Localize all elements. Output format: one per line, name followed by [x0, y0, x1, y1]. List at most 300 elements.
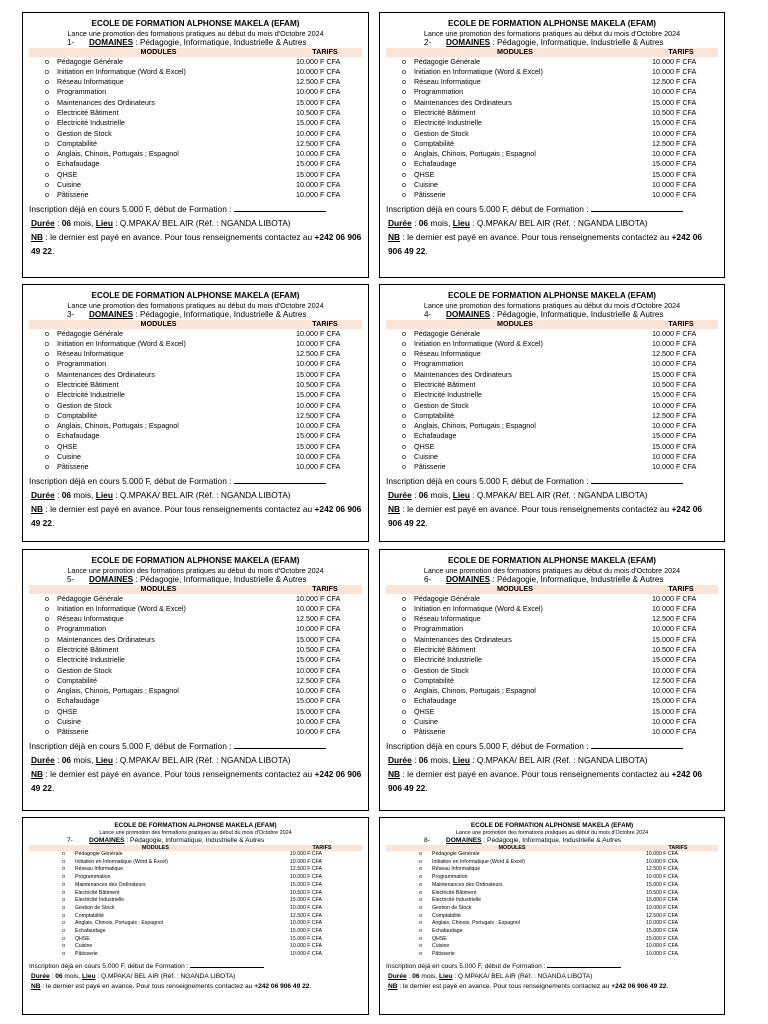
module-name: QHSE	[57, 169, 78, 179]
bullet-icon: o	[402, 118, 406, 128]
module-tarif: 15.000 F CFA	[296, 441, 341, 451]
bullet-icon: o	[45, 696, 49, 706]
module-row	[386, 655, 718, 665]
module-name: Electricité Industrielle	[432, 897, 482, 904]
bullet-icon: o	[402, 369, 406, 379]
module-row	[29, 452, 362, 462]
module-tarif: 15.000 F CFA	[652, 97, 697, 107]
module-name: Initiation en Informatique (Word & Excel)	[414, 603, 543, 613]
module-row	[29, 676, 362, 686]
module-tarif: 10.000 F CFA	[646, 951, 679, 958]
module-name: Anglais, Chinois, Portugais ; Espagnol	[414, 421, 536, 431]
module-tarif: 10.000 F CFA	[652, 593, 697, 603]
module-tarif: 10.000 F CFA	[290, 858, 323, 865]
module-tarif: 15.000 F CFA	[296, 706, 341, 716]
module-name: Maintenances des Ordinateurs	[432, 881, 503, 888]
module-row	[386, 707, 718, 717]
module-tarif: 12.500 F CFA	[652, 675, 697, 685]
bullet-icon: o	[419, 889, 422, 896]
module-tarif: 10.000 F CFA	[296, 421, 341, 431]
module-row	[386, 624, 718, 634]
module-tarif: 10.000 F CFA	[296, 87, 341, 97]
module-row	[386, 87, 718, 97]
bullet-icon: o	[402, 87, 406, 97]
module-row	[386, 329, 718, 339]
module-name: Pédagogie Générale	[414, 328, 480, 338]
bullet-icon: o	[402, 431, 406, 441]
module-row	[29, 882, 362, 890]
module-row	[386, 676, 718, 686]
bullet-icon: o	[45, 452, 49, 462]
module-row	[29, 707, 362, 717]
module-row	[386, 431, 718, 441]
blank-line	[190, 962, 264, 968]
module-row	[29, 594, 362, 604]
module-tarif: 10.000 F CFA	[652, 400, 697, 410]
module-row	[29, 686, 362, 696]
table-header: MODULES TARIFS	[29, 585, 362, 594]
module-name: Initiation en Informatique (Word & Excel)	[57, 603, 186, 613]
module-name: Comptabilité	[414, 410, 454, 420]
module-row	[29, 604, 362, 614]
module-row	[29, 339, 362, 349]
promo-line: Lance une promotion des formations pratiques au début du mois d'Octobre 2024	[67, 566, 324, 575]
module-name: Echafaudage	[57, 431, 100, 441]
module-tarif: 15.000 F CFA	[652, 441, 697, 451]
module-row	[386, 129, 718, 139]
module-name: Pâtisserie	[57, 727, 89, 737]
module-name: Programmation	[432, 874, 468, 881]
module-tarif: 12.500 F CFA	[296, 77, 341, 87]
module-name: Initiation en Informatique (Word & Excel)	[414, 338, 543, 348]
module-tarif: 10.000 F CFA	[652, 180, 697, 190]
module-row	[386, 401, 718, 411]
module-name: Gestion de Stock	[414, 400, 469, 410]
module-list	[29, 57, 362, 201]
bullet-icon: o	[45, 686, 49, 696]
module-row	[29, 928, 362, 936]
module-name: Pâtisserie	[432, 951, 455, 958]
bullet-icon: o	[419, 897, 422, 904]
module-row	[29, 874, 362, 882]
module-name: Electricité Industrielle	[414, 390, 482, 400]
module-row	[386, 874, 718, 882]
module-row	[29, 951, 362, 959]
module-tarif: 10.000 F CFA	[296, 727, 341, 737]
module-tarif: 15.000 F CFA	[652, 431, 697, 441]
domaines-line: 1- DOMAINES : Pédagogie, Informatique, Industrielle & Autres	[67, 38, 307, 47]
module-list	[386, 329, 718, 473]
module-name: QHSE	[414, 706, 435, 716]
module-name: QHSE	[75, 935, 90, 942]
bullet-icon: o	[402, 717, 406, 727]
module-tarif: 12.500 F CFA	[296, 675, 341, 685]
module-tarif: 15.000 F CFA	[652, 169, 697, 179]
flyer-card-8	[379, 817, 725, 1015]
bullet-icon: o	[402, 696, 406, 706]
bullet-icon: o	[402, 169, 406, 179]
module-tarif: 15.000 F CFA	[652, 696, 697, 706]
module-tarif: 10.000 F CFA	[646, 851, 679, 857]
module-tarif: 15.000 F CFA	[296, 159, 341, 169]
module-row	[386, 951, 718, 959]
bullet-icon: o	[402, 379, 406, 389]
module-tarif: 15.000 F CFA	[296, 390, 341, 400]
flyer-card-3	[22, 284, 369, 542]
bullet-icon: o	[402, 644, 406, 654]
promo-line: Lance une promotion des formations pratiques au début du mois d'Octobre 2024	[67, 29, 324, 38]
domaines-line: 3- DOMAINES : Pédagogie, Informatique, Industrielle & Autres	[67, 310, 307, 319]
module-tarif: 10.000 F CFA	[646, 920, 679, 927]
promo-line: Lance une promotion des formations pratiques au début du mois d'Octobre 2024	[423, 301, 681, 310]
module-tarif: 15.000 F CFA	[296, 97, 341, 107]
flyer-card-1	[22, 12, 369, 278]
module-name: Echafaudage	[57, 696, 100, 706]
module-name: QHSE	[414, 169, 435, 179]
nb-line: NB : le dernier est payé en avance. Pour tous renseignements contactez au +242 06 906 49 22.	[388, 231, 703, 256]
blank-line	[591, 741, 683, 749]
module-row	[386, 421, 718, 431]
module-row	[386, 859, 718, 867]
bullet-icon: o	[45, 717, 49, 727]
module-name: Pédagogie Générale	[432, 851, 480, 857]
module-name: QHSE	[414, 441, 435, 451]
module-row	[29, 159, 362, 169]
module-name: Initiation en Informatique (Word & Excel)	[57, 338, 186, 348]
bullet-icon: o	[62, 851, 65, 857]
module-tarif: 12.500 F CFA	[646, 912, 679, 919]
module-tarif: 10.000 F CFA	[652, 686, 697, 696]
module-row	[386, 890, 718, 898]
module-name: Comptabilité	[432, 912, 461, 919]
module-tarif: 15.000 F CFA	[290, 935, 323, 942]
module-row	[29, 442, 362, 452]
module-tarif: 10.000 F CFA	[652, 338, 697, 348]
module-name: Réseau Informatique	[414, 349, 481, 359]
module-name: Pâtisserie	[75, 951, 98, 958]
module-tarif: 12.500 F CFA	[652, 410, 697, 420]
module-tarif: 10.000 F CFA	[646, 874, 679, 881]
module-row	[29, 913, 362, 921]
bullet-icon: o	[45, 441, 49, 451]
module-tarif: 10.000 F CFA	[652, 603, 697, 613]
bullet-icon: o	[419, 881, 422, 888]
module-row	[29, 717, 362, 727]
domaines-line: 6- DOMAINES : Pédagogie, Informatique, Industrielle & Autres	[424, 575, 664, 584]
module-row	[386, 98, 718, 108]
bullet-icon: o	[45, 328, 49, 338]
module-row	[386, 897, 718, 905]
bullet-icon: o	[45, 614, 49, 624]
module-name: Anglais, Chinois, Portugais ; Espagnol	[414, 686, 536, 696]
bullet-icon: o	[419, 858, 422, 865]
bullet-icon: o	[419, 904, 422, 911]
module-tarif: 10.000 F CFA	[290, 904, 323, 911]
bullet-icon: o	[45, 410, 49, 420]
module-tarif: 10.000 F CFA	[296, 128, 341, 138]
module-list	[29, 329, 362, 473]
duree-line: Durée : 06 mois, Lieu : Q.MPAKA/ BEL AIR (Réf. : NGANDA LIBOTA)	[388, 217, 648, 228]
module-row	[29, 859, 362, 867]
module-name: Programmation	[414, 624, 464, 634]
module-row	[386, 696, 718, 706]
bullet-icon: o	[45, 593, 49, 603]
module-tarif: 10.000 F CFA	[646, 943, 679, 950]
bullet-icon: o	[45, 128, 49, 138]
module-row	[386, 943, 718, 951]
module-name: QHSE	[57, 706, 78, 716]
module-tarif: 12.500 F CFA	[296, 410, 341, 420]
module-tarif: 10.000 F CFA	[652, 624, 697, 634]
module-row	[29, 57, 362, 67]
duree-line: Durée : 06 mois, Lieu : Q.MPAKA/ BEL AIR (Réf. : NGANDA LIBOTA)	[31, 217, 291, 228]
module-name: Anglais, Chinois, Portugais ; Espagnol	[75, 920, 163, 927]
module-name: Gestion de Stock	[75, 904, 115, 911]
module-name: Echafaudage	[432, 928, 463, 935]
module-row	[386, 686, 718, 696]
module-name: Gestion de Stock	[414, 665, 469, 675]
school-title: ECOLE DE FORMATION ALPHONSE MAKELA (EFAM)	[114, 822, 277, 829]
module-row	[29, 129, 362, 139]
module-tarif: 10.000 F CFA	[290, 920, 323, 927]
module-tarif: 10.500 F CFA	[296, 107, 341, 117]
blank-line	[547, 962, 621, 968]
module-name: Echafaudage	[414, 159, 457, 169]
module-tarif: 15.000 F CFA	[646, 928, 679, 935]
bullet-icon: o	[419, 874, 422, 881]
module-row	[29, 370, 362, 380]
module-tarif: 15.000 F CFA	[652, 118, 697, 128]
module-row	[29, 149, 362, 159]
bullet-icon: o	[402, 390, 406, 400]
bullet-icon: o	[45, 431, 49, 441]
bullet-icon: o	[45, 97, 49, 107]
module-tarif: 15.000 F CFA	[652, 655, 697, 665]
bullet-icon: o	[402, 138, 406, 148]
bullet-icon: o	[402, 400, 406, 410]
module-row	[29, 108, 362, 118]
module-row	[386, 905, 718, 913]
module-tarif: 10.000 F CFA	[296, 56, 341, 66]
module-name: Maintenances des Ordinateurs	[414, 369, 512, 379]
bullet-icon: o	[45, 400, 49, 410]
module-row	[29, 118, 362, 128]
inscription-line: Inscription déjà en cours 5.000 F, début de Formation :	[29, 475, 362, 488]
module-row	[29, 77, 362, 87]
school-title: ECOLE DE FORMATION ALPHONSE MAKELA (EFAM)	[91, 556, 300, 565]
bullet-icon: o	[45, 644, 49, 654]
module-row	[386, 390, 718, 400]
flyer-card-6	[379, 549, 725, 811]
module-name: Programmation	[57, 87, 107, 97]
module-row	[29, 180, 362, 190]
bullet-icon: o	[45, 349, 49, 359]
inscription-line: Inscription déjà en cours 5.000 F, début de Formation :	[386, 740, 718, 753]
module-row	[386, 604, 718, 614]
bullet-icon: o	[419, 935, 422, 942]
module-row	[29, 614, 362, 624]
module-tarif: 15.000 F CFA	[290, 928, 323, 935]
nb-line: NB : le dernier est payé en avance. Pour tous renseignements contactez au +242 06 906 49 22.	[31, 983, 312, 991]
bullet-icon: o	[402, 66, 406, 76]
blank-line	[591, 476, 683, 484]
module-name: Pâtisserie	[414, 727, 446, 737]
bullet-icon: o	[45, 66, 49, 76]
module-tarif: 10.000 F CFA	[296, 400, 341, 410]
module-tarif: 10.000 F CFA	[652, 359, 697, 369]
module-tarif: 10.000 F CFA	[652, 328, 697, 338]
module-row	[29, 851, 362, 859]
module-tarif: 15.000 F CFA	[290, 897, 323, 904]
bullet-icon: o	[419, 912, 422, 919]
bullet-icon: o	[45, 421, 49, 431]
module-row	[29, 401, 362, 411]
module-tarif: 10.000 F CFA	[652, 66, 697, 76]
module-tarif: 10.000 F CFA	[296, 190, 341, 200]
module-row	[29, 936, 362, 944]
module-name: Electricité Bâtiment	[414, 107, 476, 117]
bullet-icon: o	[402, 107, 406, 117]
module-tarif: 10.000 F CFA	[652, 452, 697, 462]
module-name: Anglais, Chinois, Portugais ; Espagnol	[57, 686, 179, 696]
module-name: Programmation	[57, 624, 107, 634]
bullet-icon: o	[419, 928, 422, 935]
school-title: ECOLE DE FORMATION ALPHONSE MAKELA (EFAM)	[447, 19, 656, 28]
module-name: Réseau Informatique	[414, 614, 481, 624]
module-name: Cuisine	[75, 943, 93, 950]
bullet-icon: o	[45, 169, 49, 179]
module-row	[386, 462, 718, 472]
module-name: Initiation en Informatique (Word & Excel)	[75, 858, 169, 865]
module-tarif: 10.000 F CFA	[296, 462, 341, 472]
school-title: ECOLE DE FORMATION ALPHONSE MAKELA (EFAM)	[447, 291, 656, 300]
module-name: Electricité Industrielle	[414, 655, 482, 665]
module-tarif: 15.000 F CFA	[296, 655, 341, 665]
module-name: Anglais, Chinois, Portugais ; Espagnol	[432, 920, 520, 927]
module-name: Maintenances des Ordinateurs	[414, 97, 512, 107]
inscription-line: Inscription déjà en cours 5.000 F, début de Formation :	[386, 962, 718, 972]
module-row	[386, 57, 718, 67]
module-name: Comptabilité	[57, 675, 97, 685]
module-row	[386, 359, 718, 369]
module-row	[386, 190, 718, 200]
module-name: Programmation	[57, 359, 107, 369]
bullet-icon: o	[45, 87, 49, 97]
module-tarif: 10.000 F CFA	[652, 421, 697, 431]
module-row	[386, 67, 718, 77]
table-header: MODULES TARIFS	[386, 48, 718, 57]
bullet-icon: o	[402, 149, 406, 159]
bullet-icon: o	[419, 920, 422, 927]
module-name: Programmation	[414, 87, 464, 97]
module-row	[386, 594, 718, 604]
module-row	[29, 645, 362, 655]
module-tarif: 15.000 F CFA	[652, 706, 697, 716]
module-name: Gestion de Stock	[414, 128, 469, 138]
module-row	[386, 442, 718, 452]
table-header: MODULES TARIFS	[29, 320, 362, 329]
bullet-icon: o	[45, 624, 49, 634]
module-tarif: 10.000 F CFA	[296, 180, 341, 190]
module-row	[29, 431, 362, 441]
bullet-icon: o	[45, 107, 49, 117]
module-name: Pédagogie Générale	[75, 851, 123, 857]
module-tarif: 15.000 F CFA	[296, 118, 341, 128]
module-name: Comptabilité	[414, 138, 454, 148]
module-row	[29, 920, 362, 928]
school-title: ECOLE DE FORMATION ALPHONSE MAKELA (EFAM)	[447, 556, 656, 565]
module-row	[386, 452, 718, 462]
bullet-icon: o	[402, 338, 406, 348]
bullet-icon: o	[62, 881, 65, 888]
module-name: Pâtisserie	[57, 190, 89, 200]
inscription-line: Inscription déjà en cours 5.000 F, début de Formation :	[29, 962, 362, 972]
module-tarif: 10.500 F CFA	[646, 889, 679, 896]
school-title: ECOLE DE FORMATION ALPHONSE MAKELA (EFAM)	[91, 19, 300, 28]
bullet-icon: o	[45, 665, 49, 675]
module-tarif: 10.000 F CFA	[296, 624, 341, 634]
module-name: Echafaudage	[414, 431, 457, 441]
inscription-line: Inscription déjà en cours 5.000 F, début de Formation :	[29, 203, 362, 216]
bullet-icon: o	[402, 128, 406, 138]
module-name: Réseau Informatique	[57, 614, 124, 624]
module-name: Maintenances des Ordinateurs	[75, 881, 146, 888]
module-row	[29, 897, 362, 905]
bullet-icon: o	[62, 858, 65, 865]
bullet-icon: o	[402, 655, 406, 665]
module-name: Pédagogie Générale	[57, 56, 123, 66]
module-name: Initiation en Informatique (Word & Excel)	[414, 66, 543, 76]
module-tarif: 10.000 F CFA	[296, 452, 341, 462]
bullet-icon: o	[45, 77, 49, 87]
bullet-icon: o	[62, 904, 65, 911]
nb-line: NB : le dernier est payé en avance. Pour tous renseignements contactez au +242 06 906 49 22.	[31, 768, 362, 793]
module-tarif: 15.000 F CFA	[296, 696, 341, 706]
school-title: ECOLE DE FORMATION ALPHONSE MAKELA (EFAM)	[470, 822, 634, 829]
module-row	[386, 411, 718, 421]
module-name: Anglais, Chinois, Portugais ; Espagnol	[57, 149, 179, 159]
module-tarif: 10.500 F CFA	[652, 379, 697, 389]
module-name: Initiation en Informatique (Word & Excel)	[57, 66, 186, 76]
module-name: Cuisine	[414, 452, 438, 462]
module-row	[29, 905, 362, 913]
bullet-icon: o	[419, 866, 422, 873]
promo-line: Lance une promotion des formations pratiques au début du mois d'Octobre 2024	[67, 301, 324, 310]
module-row	[386, 851, 718, 859]
nb-line: NB : le dernier est payé en avance. Pour tous renseignements contactez au +242 06 906 49 22.	[388, 768, 703, 793]
module-tarif: 15.000 F CFA	[652, 369, 697, 379]
module-tarif: 12.500 F CFA	[652, 349, 697, 359]
bullet-icon: o	[402, 727, 406, 737]
bullet-icon: o	[45, 369, 49, 379]
bullet-icon: o	[45, 149, 49, 159]
module-tarif: 10.000 F CFA	[296, 665, 341, 675]
module-name: Echafaudage	[75, 928, 106, 935]
module-name: Electricité Industrielle	[57, 655, 125, 665]
module-tarif: 10.000 F CFA	[652, 717, 697, 727]
module-tarif: 10.000 F CFA	[290, 951, 323, 958]
module-name: Gestion de Stock	[57, 665, 112, 675]
module-list	[386, 594, 718, 738]
module-name: Pédagogie Générale	[414, 593, 480, 603]
module-name: Gestion de Stock	[57, 400, 112, 410]
bullet-icon: o	[62, 943, 65, 950]
bullet-icon: o	[402, 441, 406, 451]
module-name: Réseau Informatique	[57, 349, 124, 359]
module-row	[29, 98, 362, 108]
bullet-icon: o	[45, 727, 49, 737]
module-row	[29, 190, 362, 200]
